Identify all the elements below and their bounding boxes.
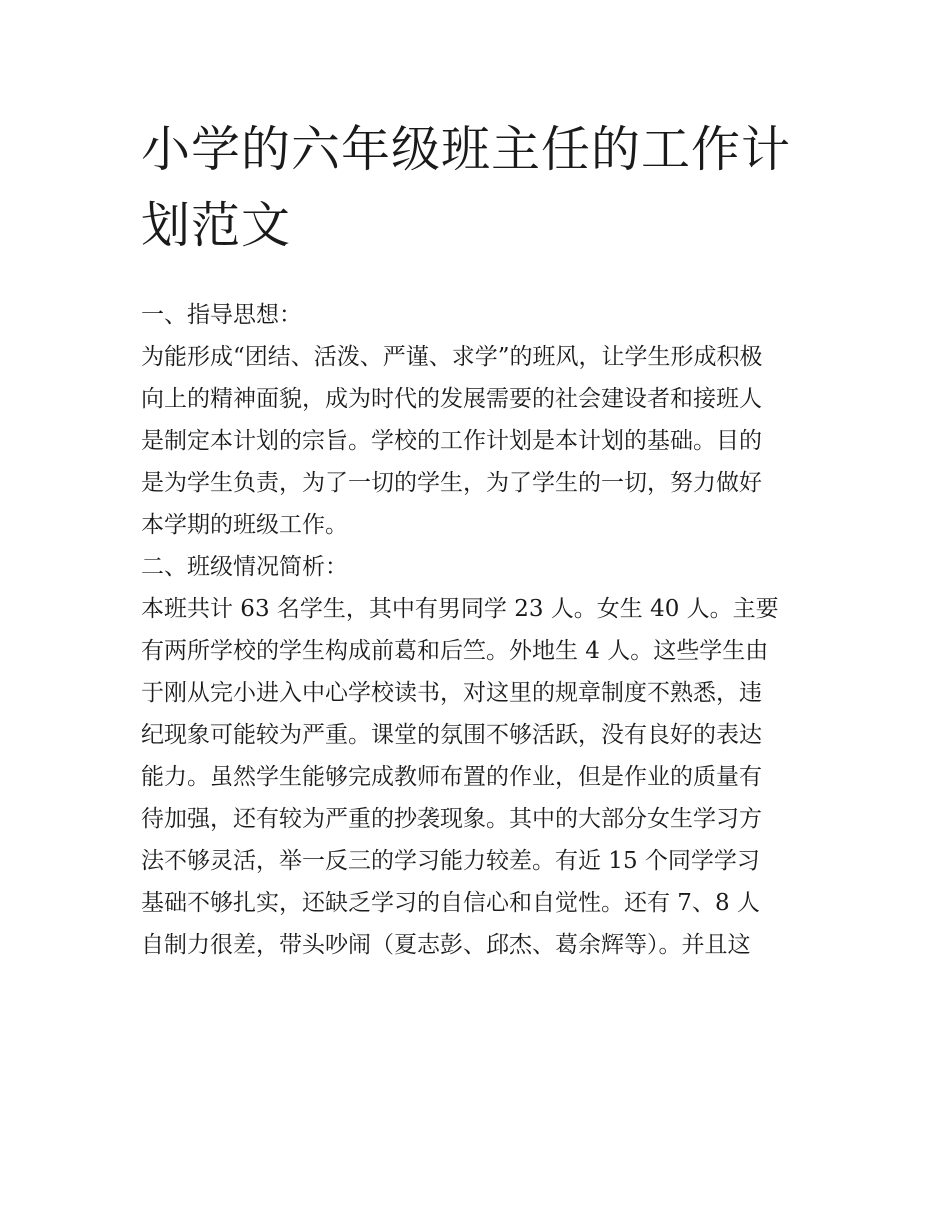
paragraph-line: 自制力很差，带头吵闹（夏志彭、邱杰、葛余辉等）。并且这 — [141, 932, 751, 958]
paragraph-line: 纪现象可能较为严重。课堂的氛围不够活跃，没有良好的表达 — [141, 722, 762, 748]
paragraph-line: 基础不够扎实，还缺乏学习的自信心和自觉性。还有 7、8 人 — [141, 890, 760, 916]
paragraph-line: 是为学生负责，为了一切的学生，为了学生的一切，努力做好 — [141, 470, 762, 496]
paragraph-line: 向上的精神面貌，成为时代的发展需要的社会建设者和接班人 — [141, 386, 762, 412]
document-body — [141, 294, 821, 966]
document-title — [141, 112, 821, 264]
paragraph-line: 于刚从完小进入中心学校读书，对这里的规章制度不熟悉，违 — [141, 680, 762, 706]
paragraph-line: 为能形成“团结、活泼、严谨、求学”的班风，让学生形成积极 — [141, 344, 763, 370]
paragraph-line: 本班共计 63 名学生，其中有男同学 23 人。女生 40 人。主要 — [141, 596, 779, 622]
title-line: 小学的六年级班主任的工作计 — [141, 121, 792, 178]
paragraph-line: 能力。虽然学生能够完成教师布置的作业，但是作业的质量有 — [141, 764, 762, 790]
document-page — [141, 112, 821, 966]
paragraph-line: 本学期的班级工作。 — [141, 512, 348, 538]
paragraph-line: 法不够灵活，举一反三的学习能力较差。有近 15 个同学学习 — [141, 848, 760, 874]
section-heading-class-analysis: 二、班级情况简析： — [141, 554, 348, 580]
paragraph-line: 有两所学校的学生构成前葛和后竺。外地生 4 人。这些学生由 — [141, 638, 769, 664]
paragraph-line: 待加强，还有较为严重的抄袭现象。其中的大部分女生学习方 — [141, 806, 762, 832]
section-heading-guiding-ideology: 一、指导思想： — [141, 302, 302, 328]
paragraph-line: 是制定本计划的宗旨。学校的工作计划是本计划的基础。目的 — [141, 428, 762, 454]
title-line: 划范文 — [141, 197, 292, 254]
